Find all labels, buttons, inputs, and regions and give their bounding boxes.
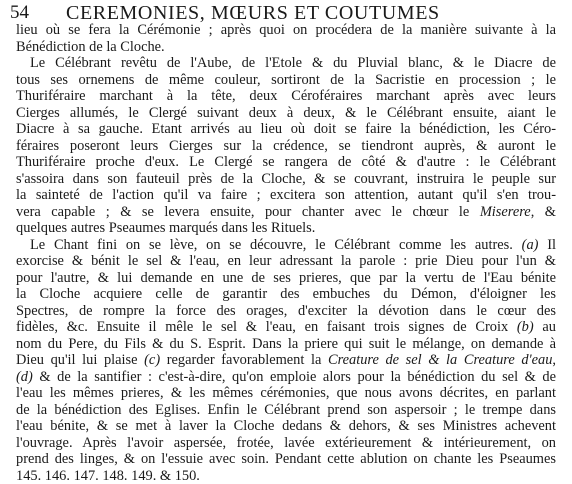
text-line — [16, 435, 556, 452]
text-line-content: (d) & de la santifier : c'est-à-dire, qu'on emploie alors pour la bénédiction du sel & de — [16, 369, 556, 386]
text-line — [16, 187, 556, 204]
text-line-content: vera capable ; & se levera ensuite, pour chanter avec le chœur le Miserere, & — [16, 204, 556, 221]
text-line-content: Thuriféraire marchant à la tête, deux Céroféraires marchant après avec leurs — [16, 88, 556, 105]
text-line-content: l'ouvrage. Après l'avoir aspersée, frotée, lavée extérieurement & intérieurement, on — [16, 435, 556, 452]
running-title: CEREMONIES, MŒURS ET COUTUMES — [66, 2, 440, 24]
text-line-content: Diacre à sa gauche. Etant arrivés au lieu où doit se faire la bénédiction, les Céro- — [16, 121, 556, 138]
text-line-content: féraires poseront leurs Cierges sur la crédence, se tiendront auprès, & auront le — [16, 138, 556, 155]
text-line — [16, 204, 556, 221]
text-line — [16, 154, 556, 171]
text-line — [16, 336, 556, 353]
body-text — [16, 22, 556, 484]
text-line — [16, 105, 556, 122]
text-line-content: l'eau les mêmes prieres, & les mêmes cérémonies, que nous avons décrites, en parlant — [16, 385, 556, 402]
text-line-content: quelques autres Pseaumes marqués dans les Rituels. — [16, 220, 315, 237]
text-line-content: l'eau bénite, & se met à laver la Cloche dedans & dehors, & ses Ministres achevent — [16, 418, 556, 435]
text-line — [16, 88, 556, 105]
text-line-content: Cierges allumés, le Clergé suivant deux à deux, & le Célébrant ensuite, aiant le — [16, 105, 556, 122]
text-line-content: la Cloche acquiere celle de garantir des embuches du Démon, d'éloigner les — [16, 286, 556, 303]
text-line-content: Le Célébrant revêtu de l'Aube, de l'Etole & du Pluvial blanc, & le Diacre de — [30, 55, 556, 72]
text-line — [16, 468, 556, 484]
text-line-content: Dieu qu'il lui plaise (c) regarder favorablement la Creature de sel & la Creature d'eau, — [16, 352, 556, 369]
text-line-content: la sainteté de l'action qu'il va faire ; excitera son attention, autant qu'il s'en trou- — [16, 187, 556, 204]
text-line — [16, 451, 556, 468]
text-line-content: nom du Pere, du Fils & du S. Esprit. Dans la priere qui suit le mélange, on demande à — [16, 336, 556, 353]
text-line — [16, 55, 556, 72]
text-line — [16, 72, 556, 89]
text-line-content: prend des linges, & on l'essuie avec soin. Pendant cette ablution on chante les Pseaumes — [16, 451, 556, 468]
text-line-content: fidèles, &c. Ensuite il mêle le sel & l'eau, en faisant trois signes de Croix (b) au — [16, 319, 556, 336]
page-number: 54 — [10, 2, 29, 24]
text-line — [16, 352, 556, 369]
text-line — [16, 286, 556, 303]
text-line — [16, 418, 556, 435]
text-line — [16, 171, 556, 188]
text-line-content: Spectres, de rompre la force des orages, d'exciter la dévotion dans le cœur des — [16, 303, 556, 320]
page-header — [10, 2, 562, 24]
text-line — [16, 237, 556, 254]
text-line — [16, 22, 556, 39]
text-line-content: Le Chant fini on se lève, on se découvre, le Célébrant comme les autres. (a) Il — [30, 237, 556, 254]
text-line-content: lieu où se fera la Cérémonie ; après quoi on procédera de la manière suivante à la — [16, 22, 556, 39]
text-line-content: pour l'autre, & lui demande en une de ses prieres, que par la vertu de l'Eau bénite — [16, 270, 556, 287]
text-line-content: 145. 146. 147. 148. 149. & 150. — [16, 468, 200, 484]
text-line-content: Bénédiction de la Cloche. — [16, 39, 165, 56]
text-line — [16, 402, 556, 419]
text-line — [16, 385, 556, 402]
text-line-content: tous ses ornemens de même couleur, sortiront de la Sacristie en procession ; le — [16, 72, 556, 89]
text-line — [16, 253, 556, 270]
text-line — [16, 220, 556, 237]
text-line — [16, 369, 556, 386]
text-line-content: exorcise & bénit le sel & l'eau, en leur adressant la parole : prie Dieu pour l'un & — [16, 253, 556, 270]
text-line-content: Thuriféraire proche d'eux. Le Clergé se rangera de côté & d'autre : le Célébrant — [16, 154, 556, 171]
text-line — [16, 39, 556, 56]
text-line-content: s'assoira dans son fauteuil près de la Cloche, & se couvrant, instruira le peuple sur — [16, 171, 556, 188]
text-line-content: de la bénédiction des Eglises. Enfin le Célébrant prend son aspersoir ; le trempe dans — [16, 402, 556, 419]
text-line — [16, 270, 556, 287]
text-line — [16, 121, 556, 138]
text-line — [16, 319, 556, 336]
text-line — [16, 138, 556, 155]
text-line — [16, 303, 556, 320]
